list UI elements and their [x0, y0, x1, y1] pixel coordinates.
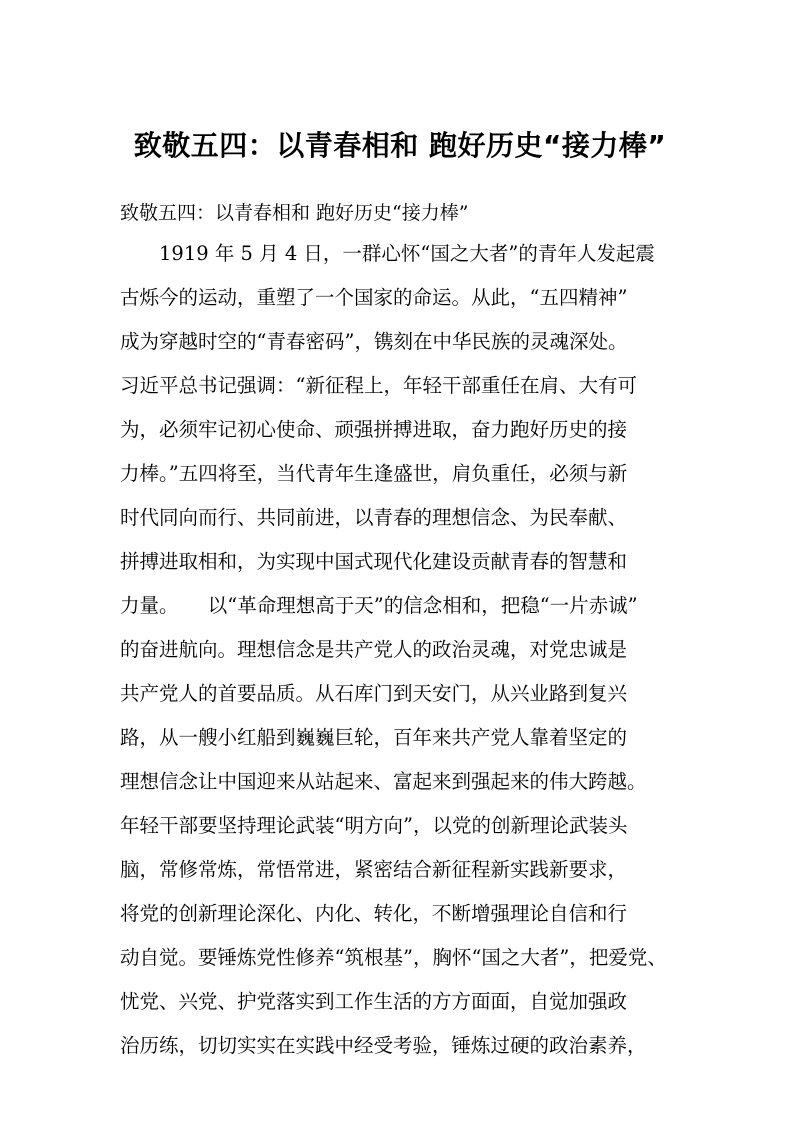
- body-line: 习近平总书记强调：“新征程上，年轻干部重任在肩、大有可: [120, 374, 637, 397]
- body-line: 动自觉。要锤炼党性修养“筑根基”，胸怀“国之大者”，把爱党、: [120, 946, 667, 969]
- body-line: 将党的创新理论深化、内化、转化，不断增强理论自信和行: [120, 902, 628, 925]
- document-title: 致敬五四：以青春相和 跑好历史“接力棒”: [133, 129, 667, 162]
- body-line: 治历练，切切实实在实践中经受考验，锤炼过硬的政治素养，: [120, 1034, 647, 1057]
- document-subtitle: 致敬五四：以青春相和 跑好历史“接力棒”: [120, 202, 469, 224]
- body-line: 成为穿越时空的“青春密码”，镌刻在中华民族的灵魂深处。: [120, 330, 628, 353]
- body-line: 年轻干部要坚持理论武装“明方向”，以党的创新理论武装头: [120, 814, 628, 837]
- body-line: 古烁今的运动，重塑了一个国家的命运。从此，“五四精神”: [120, 286, 628, 309]
- body-line: 力棒。”五四将至，当代青年生逢盛世，肩负重任，必须与新: [120, 462, 628, 485]
- body-line: 为，必须牢记初心使命、顽强拼搏进取，奋力跑好历史的接: [120, 418, 628, 441]
- body-line: 时代同向而行、共同前进，以青春的理想信念、为民奉献、: [120, 506, 628, 529]
- body-line: 共产党人的首要品质。从石库门到天安门，从兴业路到复兴: [120, 682, 628, 705]
- body-line: 路，从一艘小红船到巍巍巨轮，百年来共产党人靠着坚定的: [120, 726, 628, 749]
- body-line: 的奋进航向。理想信念是共产党人的政治灵魂，对党忠诚是: [120, 638, 628, 661]
- body-line: 忧党、兴党、护党落实到工作生活的方方面面，自觉加强政: [120, 990, 628, 1013]
- body-line: 拼搏进取相和，为实现中国式现代化建设贡献青春的智慧和: [120, 550, 628, 573]
- body-line: 力量。 以“革命理想高于天”的信念相和，把稳“一片赤诚”: [120, 594, 638, 617]
- body-line: 理想信念让中国迎来从站起来、富起来到强起来的伟大跨越。: [120, 770, 647, 793]
- body-line: 脑，常修常炼，常悟常进，紧密结合新征程新实践新要求，: [120, 858, 628, 881]
- body-line: 1919 年 5 月 4 日，一群心怀“国之大者”的青年人发起震: [120, 242, 655, 265]
